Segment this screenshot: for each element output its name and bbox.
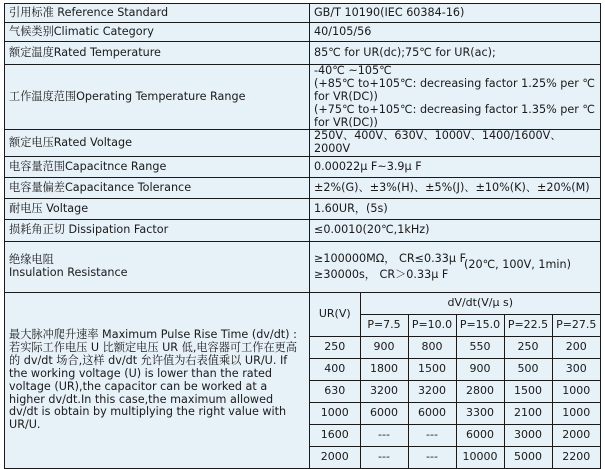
insulation-line-2: ≥30000s， CR＞0.33μ F [314, 267, 449, 281]
spec-row-voltage [5, 199, 601, 220]
dvdt-row [310, 381, 600, 403]
dvdt-value: 10000 [456, 447, 504, 469]
spec-name: 耐电压 Voltage [5, 199, 310, 220]
dvdt-value: 1800 [360, 359, 408, 381]
insulation-name-en: Insulation Resistance [9, 266, 128, 280]
ur-value: 400 [310, 359, 360, 381]
dvdt-value: 2800 [456, 381, 504, 403]
spec-name: 损耗角正切 Dissipation Factor [5, 220, 310, 242]
dvdt-value: 6000 [360, 403, 408, 425]
dvdt-value: 550 [456, 337, 504, 359]
pitch-header: P=10.0 [408, 315, 456, 337]
dvdt-value: 3200 [408, 381, 456, 403]
spec-value: 1.60UR，(5s) [310, 199, 601, 220]
pitch-header: P=7.5 [360, 315, 408, 337]
spec-value: 0.00022μ F~3.9μ F [310, 157, 601, 178]
insulation-conditions: (20℃, 100V, 1min) [464, 258, 571, 272]
dvdt-value: 800 [408, 337, 456, 359]
spec-name [5, 242, 310, 293]
spec-value [310, 65, 601, 130]
dvdt-value: 900 [360, 337, 408, 359]
dvdt-row [310, 447, 600, 469]
spec-table [4, 3, 601, 469]
spec-row-climatic [5, 23, 601, 42]
dvdt-value: --- [408, 447, 456, 469]
dvdt-value: 1000 [552, 381, 600, 403]
dvdt-value: --- [360, 425, 408, 447]
dvdt-value: 3200 [360, 381, 408, 403]
spec-row-reference [5, 4, 601, 23]
spec-name: 额定温度Rated Temperature [5, 42, 310, 65]
spec-value [310, 242, 601, 293]
pitch-header: P=15.0 [456, 315, 504, 337]
pitch-header: P=27.5 [552, 315, 600, 337]
dvdt-header-row [310, 293, 600, 315]
dvdt-value: 1500 [408, 359, 456, 381]
spec-name: 工作温度范围Operating Temperature Range [5, 65, 310, 130]
spec-row-rated-temp [5, 42, 601, 65]
spec-value: ±2%(G)、±3%(H)、±5%(J)、±10%(K)、±20%(M) [310, 178, 601, 199]
op-temp-line: -40℃ ~105℃ [314, 64, 392, 77]
spec-name: 电容量偏差Capacitance Tolerance [5, 178, 310, 199]
insulation-line-1: ≥100000MΩ， CR≤0.33μ F [314, 251, 467, 265]
spec-row-operating-temp [5, 65, 601, 130]
dvdt-row [310, 337, 600, 359]
spec-row-rated-voltage [5, 130, 601, 157]
dvdt-value: 1000 [552, 403, 600, 425]
dvdt-value: 5000 [504, 447, 552, 469]
dvdt-value: --- [408, 425, 456, 447]
dvdt-value: 2000 [552, 425, 600, 447]
ur-value: 630 [310, 381, 360, 403]
insulation-name-cn: 绝缘电阻 [9, 253, 54, 267]
dvdt-value: 6000 [456, 425, 504, 447]
dvdt-description: 最大脉冲爬升速率 Maximum Pulse Rise Time (dv/dt) :若实际工作电压 U 比额定电压 UR 低,电容器可工作在更高的 dv/dt 场合,这样 dv/dt 允许值为右表值乘以 UR/U. If the working voltage (U) is lower than the rated voltage (UR),the capacitor can be worked at a higher dv/dt.In this case,the maximum allowed dv/dt is obtain by multiplying the right value with UR/U. [5, 293, 310, 469]
spec-row-capacitance-range [5, 157, 601, 178]
spec-row-dissipation [5, 220, 601, 242]
spec-value: GB/T 10190(IEC 60384-16) [310, 4, 601, 23]
dvdt-table [310, 293, 600, 468]
dvdt-value: 3300 [456, 403, 504, 425]
spec-name: 引用标准 Reference Standard [5, 4, 310, 23]
dvdt-value: 3000 [504, 425, 552, 447]
op-temp-line: (+75℃ to+105℃: decreasing factor 1.35% per ℃ for VR(DC)) [314, 102, 595, 129]
dvdt-row [310, 403, 600, 425]
dvdt-table-cell [310, 293, 601, 469]
spec-name: 气候类别Climatic Category [5, 23, 310, 42]
dvdt-value: 900 [456, 359, 504, 381]
spec-value: 40/105/56 [310, 23, 601, 42]
dvdt-value: 1500 [504, 381, 552, 403]
dvdt-value: 500 [504, 359, 552, 381]
spec-name: 额定电压Rated Voltage [5, 130, 310, 157]
dvdt-value: 200 [552, 337, 600, 359]
ur-value: 2000 [310, 447, 360, 469]
spec-value: ≤0.0010(20℃,1kHz) [310, 220, 601, 242]
ur-header: UR(V) [310, 293, 360, 337]
spec-row-dvdt [5, 293, 601, 469]
spec-value: 85℃ for UR(dc);75℃ for UR(ac); [310, 42, 601, 65]
dvdt-value: 6000 [408, 403, 456, 425]
spec-row-insulation [5, 242, 601, 293]
spec-value: 250V、400V、630V、1000V、1400/1600V、2000V [310, 130, 601, 157]
dvdt-value: 2200 [552, 447, 600, 469]
dvdt-value: 250 [504, 337, 552, 359]
dvdt-header: dV/dt(V/μ s) [360, 293, 600, 315]
spec-name: 电容量范围Capacitnce Range [5, 157, 310, 178]
ur-value: 1000 [310, 403, 360, 425]
pitch-header: P=22.5 [504, 315, 552, 337]
dvdt-row [310, 425, 600, 447]
dvdt-value: 2100 [504, 403, 552, 425]
ur-value: 250 [310, 337, 360, 359]
op-temp-line: (+85℃ to+105℃: decreasing factor 1.25% per ℃ for VR(DC)) [314, 76, 595, 103]
ur-value: 1600 [310, 425, 360, 447]
dvdt-row [310, 359, 600, 381]
dvdt-value: 300 [552, 359, 600, 381]
spec-row-tolerance [5, 178, 601, 199]
dvdt-value: --- [360, 447, 408, 469]
